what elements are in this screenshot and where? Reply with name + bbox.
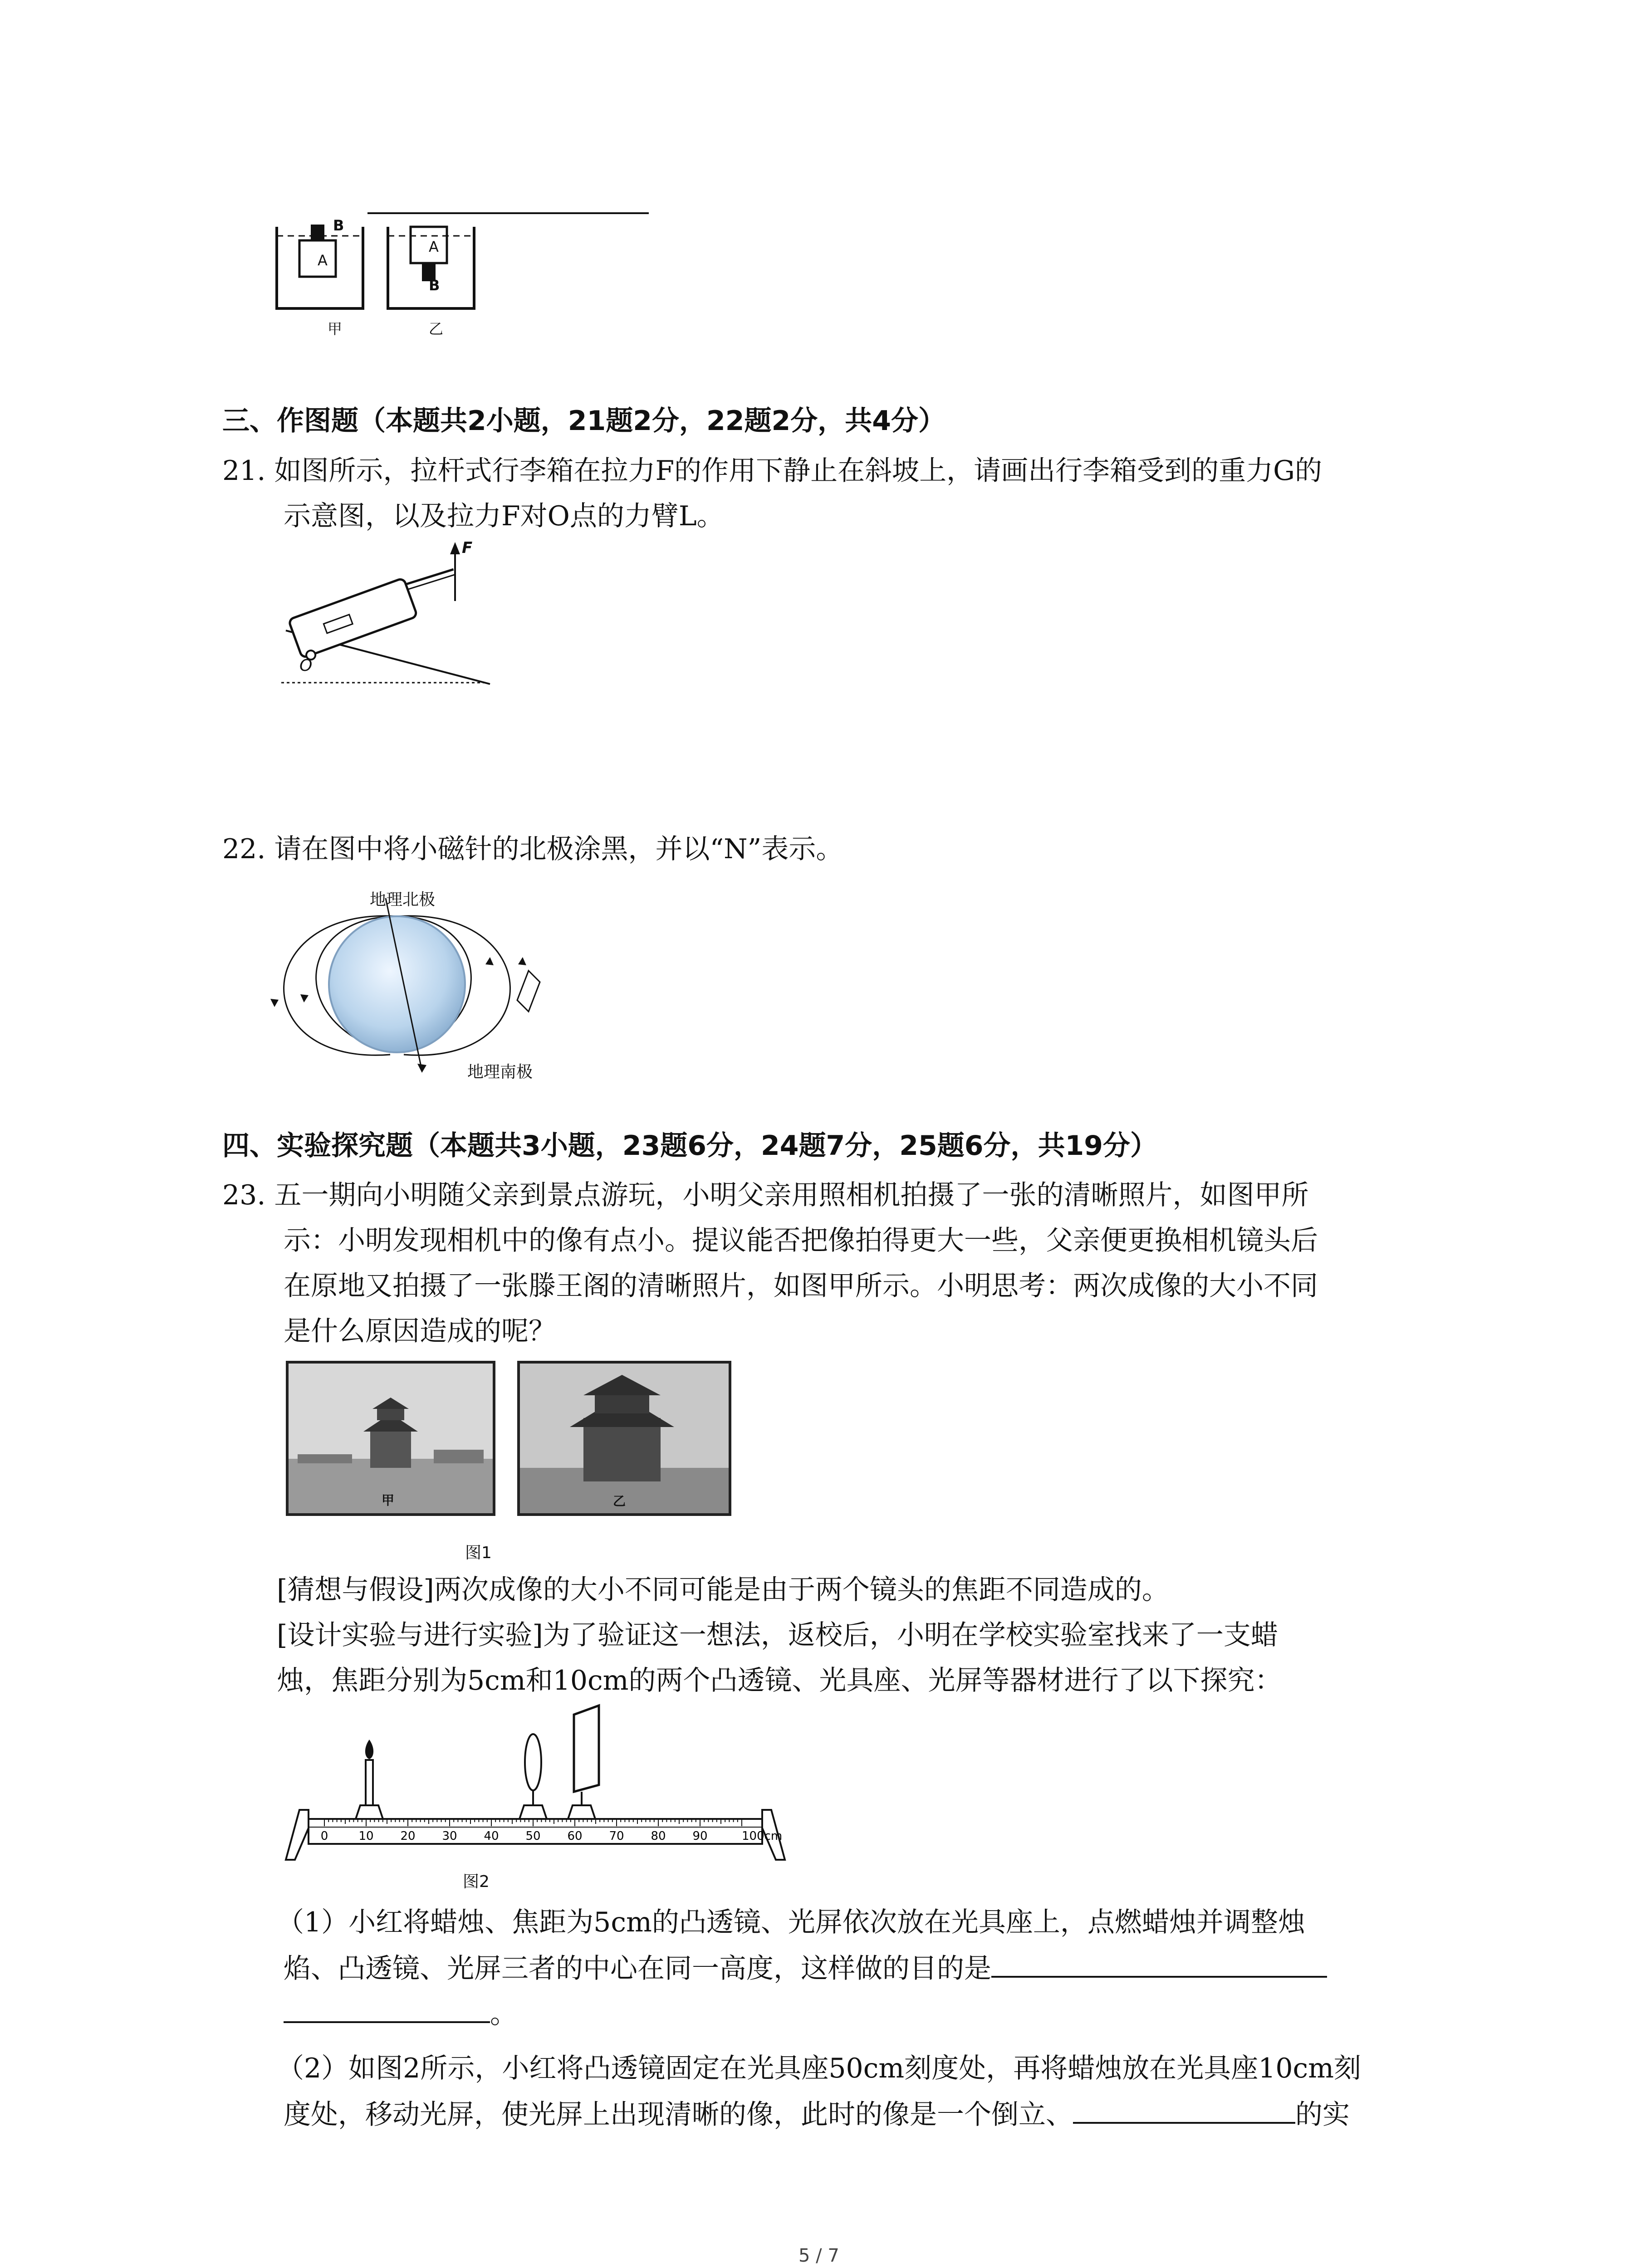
ruler-tick-label: 10	[358, 1829, 374, 1843]
photo-label-yi: 乙	[613, 1494, 626, 1509]
label-b-right: B	[429, 277, 440, 294]
label-geo-south: 地理南极	[467, 1063, 533, 1081]
section-4-title: 四、实验探究题（本题共3小题，23题6分，24题7分，25题6分，共19分）	[222, 1130, 1157, 1162]
label-o: O	[299, 656, 313, 675]
q22-line1: 22. 请在图中将小磁针的北极涂黑，并以“N”表示。	[222, 833, 843, 865]
label-a-right: A	[429, 238, 439, 255]
q21-line1: 21. 如图所示，拉杆式行李箱在拉力F的作用下静止在斜坡上，请画出行李箱受到的重力G的	[222, 455, 1323, 487]
q23-line3: 在原地又拍摄了一张滕王阁的清晰照片，如图甲所示。小明思考：两次成像的大小不同	[284, 1270, 1318, 1302]
q23-p1-line1: （1）小红将蜡烛、焦距为5cm的凸透镜、光屏依次放在光具座上，点燃蜡烛并调整烛	[277, 1906, 1305, 1938]
figure-2-caption: 图2	[463, 1872, 490, 1891]
ruler-tick-label: 100cm	[742, 1829, 783, 1843]
q23-line2: 示：小明发现相机中的像有点小。提议能否把像拍得更大一些，父亲便更换相机镜头后	[284, 1225, 1318, 1256]
q23-design-line2: 烛，焦距分别为5cm和10cm的两个凸透镜、光具座、光屏等器材进行了以下探究：	[277, 1665, 1282, 1696]
ruler-tick-label: 30	[442, 1829, 457, 1843]
earth-magnetic-field-diagram	[277, 889, 594, 1093]
q23-hypothesis: [猜想与假设]两次成像的大小不同可能是由于两个镜头的焦距不同造成的。	[277, 1574, 1169, 1606]
optical-bench	[281, 1706, 808, 1878]
answer-blank-1-cont[interactable]	[284, 1994, 490, 2023]
q23-p1-line2: 焰、凸透镜、光屏三者的中心在同一高度，这样做的目的是	[284, 1946, 1327, 1991]
ruler-tick-label: 80	[651, 1829, 666, 1843]
q23-p1-line3: 。	[284, 1991, 517, 2037]
ruler-tick-label: 50	[525, 1829, 541, 1843]
answer-blank-1[interactable]	[991, 1949, 1327, 1978]
label-jia: 甲	[328, 320, 343, 337]
figure-1-caption: 图1	[465, 1544, 492, 1562]
q23-line4: 是什么原因造成的呢？	[284, 1315, 556, 1347]
section-3-title: 三、作图题（本题共2小题，21题2分，22题2分，共4分）	[222, 405, 945, 437]
container-diagram	[272, 200, 953, 345]
ruler-tick-label: 60	[567, 1829, 583, 1843]
q23-line1: 23. 五一期向小明随父亲到景点游玩，小明父亲用照相机拍摄了一张的清晰照片，如图甲所	[222, 1179, 1309, 1211]
photo-label-jia: 甲	[382, 1493, 395, 1508]
photo-jia	[286, 1361, 495, 1516]
ruler-tick-label: 40	[484, 1829, 499, 1843]
light-screen	[568, 1706, 599, 1819]
ruler-tick-label: 70	[609, 1829, 624, 1843]
label-f: F	[462, 539, 473, 557]
answer-blank-2[interactable]	[1073, 2095, 1295, 2124]
label-yi: 乙	[429, 320, 444, 337]
q23-p2-line2: 度处，移动光屏，使光屏上出现清晰的像，此时的像是一个倒立、 的实	[284, 2092, 1350, 2137]
label-a-left: A	[318, 252, 328, 269]
label-b-left: B	[333, 217, 344, 234]
ruler-tick-label: 90	[692, 1829, 708, 1843]
q21-line2: 示意图，以及拉力F对O点的力臂L。	[284, 500, 724, 532]
label-geo-north: 地理北极	[370, 890, 436, 909]
suitcase-diagram	[281, 540, 554, 699]
q23-design-line1: [设计实验与进行实验]为了验证这一想法，返校后，小明在学校实验室找来了一支蜡	[277, 1619, 1278, 1651]
convex-lens	[519, 1734, 547, 1819]
ruler-tick-label: 0	[320, 1829, 328, 1843]
photo-yi	[517, 1361, 731, 1516]
ruler-tick-label: 20	[400, 1829, 416, 1843]
candle	[356, 1740, 383, 1819]
q23-p2-line1: （2）如图2所示，小红将凸透镜固定在光具座50cm刻度处，再将蜡烛放在光具座10cm刻	[277, 2053, 1362, 2084]
page-number: 5 / 7	[798, 2245, 839, 2266]
